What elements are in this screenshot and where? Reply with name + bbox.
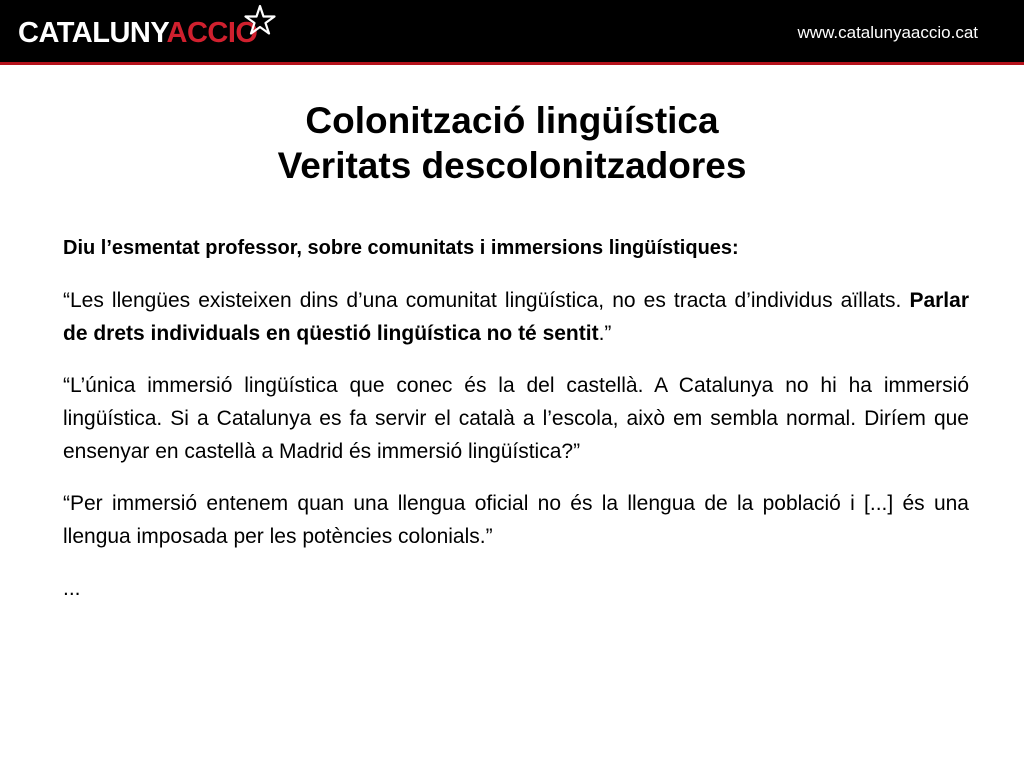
quote-paragraph-1	[63, 284, 969, 350]
logo-text-accent: ACCIO	[166, 17, 258, 49]
title-line-1: Colonització lingüística	[305, 100, 719, 141]
quote-paragraph-2: “L’única immersió lingüística que conec és la del castellà. A Catalunya no hi ha immersió lingüística. Si a Catalunya es fa servir el català a l’escola, això em sembla normal. Diríem que ensenyar en castellà a Madrid és immersió lingüística?”	[63, 374, 969, 463]
quote-1-text: “Les llengües existeixen dins d’una comunitat lingüística, no es tracta d’individus aïllats.	[63, 289, 910, 312]
logo-text-primary: CATALUNY	[18, 17, 167, 49]
star-icon	[243, 4, 277, 38]
header-divider	[0, 62, 1024, 65]
quote-1-emphasis: Parlar de drets individuals en qüestió lingüística no té sentit	[63, 289, 969, 345]
ellipsis-text: ...	[63, 577, 81, 600]
lead-paragraph: Diu l’esmentat professor, sobre comunitats i immersions lingüístiques:	[63, 237, 739, 259]
header-bar	[0, 0, 1024, 62]
catalunyaaccio-logo[interactable]	[18, 16, 257, 50]
slide-title	[0, 98, 1024, 188]
quote-paragraph-3: “Per immersió entenem quan una llengua oficial no és la llengua de la població i [...] és una llengua imposada per les potències colonials.”	[63, 492, 969, 548]
quote-1-tail: .”	[598, 322, 612, 345]
site-url-link[interactable]: www.catalunyaaccio.cat	[797, 23, 978, 42]
title-line-2: Veritats descolonitzadores	[277, 145, 747, 186]
slide-body	[63, 232, 969, 605]
